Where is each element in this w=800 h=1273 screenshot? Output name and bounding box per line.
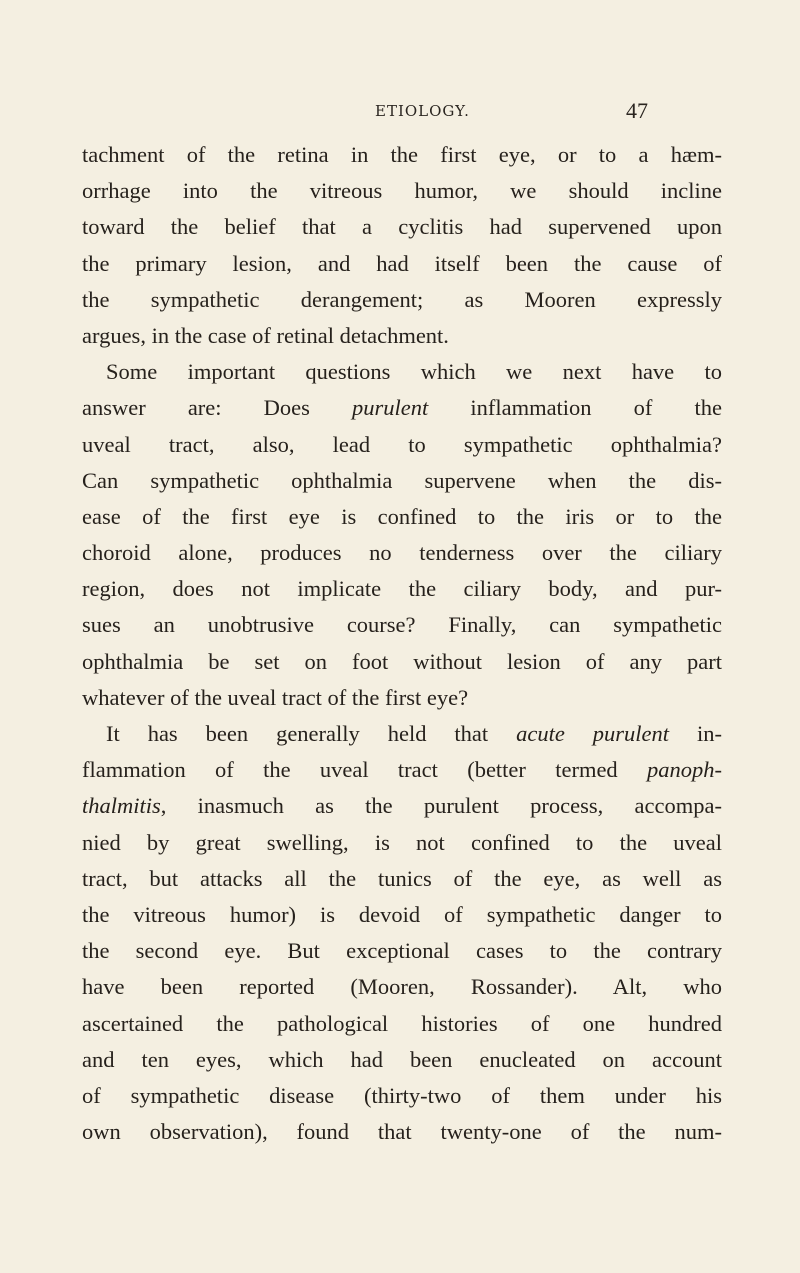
text-line: own observation), found that twenty-one of the num- [82,1119,722,1145]
text-line [82,788,722,824]
italic-term: purulent [351,395,429,421]
text-line: Can sympathetic ophthalmia supervene when the dis- [82,467,722,493]
text-line: and ten eyes, which had been enucleated on account [82,1046,722,1072]
text-span: answer are: Does [82,395,352,421]
text-span: in- [669,721,722,746]
text-span: inflammation of the [428,395,722,421]
text-line: the second eye. But exceptional cases to the contrary [82,938,722,964]
italic-term: acute purulent [516,721,670,746]
text-line [82,716,722,752]
text-line [82,390,722,426]
text-line: nied by great swelling, is not confined to the uveal [82,829,722,855]
text-line: whatever of the uveal tract of the first eye? [82,684,469,710]
page-header [0,98,800,128]
text-line: toward the belief that a cyclitis had supervened upon [82,214,722,240]
text-line: region, does not implicate the ciliary body, and pur- [82,576,722,602]
text-line: ease of the first eye is confined to the iris or to the [82,503,722,529]
text-span: , inasmuch as the purulent process, accompa- [160,793,722,819]
text-line: tachment of the retina in the first eye, or to a hæm- [82,142,722,167]
text-line [82,752,722,788]
text-line: ophthalmia be set on foot without lesion of any part [82,648,722,674]
italic-term: panoph- [647,757,722,783]
italic-term: thalmitis [82,793,161,819]
text-line: of sympathetic disease (thirty-two of them under his [82,1082,722,1108]
text-line: argues, in the case of retinal detachment. [82,322,449,348]
text-span: It has been generally held that [106,721,517,746]
text-span: flammation of the uveal tract (better termed [82,757,647,783]
text-line: choroid alone, produces no tenderness over the ciliary [82,540,722,566]
text-line: have been reported (Mooren, Rossander). Alt, who [82,974,722,1000]
text-line: sues an unobtrusive course? Finally, can sympathetic [82,612,722,638]
text-line: ascertained the pathological histories of one hundred [82,1010,722,1036]
text-line: tract, but attacks all the tunics of the eye, as well as [82,865,722,891]
text-line: the sympathetic derangement; as Mooren expressly [82,286,722,312]
body-text [82,137,722,1150]
running-head: ETIOLOGY. [375,102,470,120]
page-number: 47 [626,98,648,123]
text-line: Some important questions which we next have to [106,359,722,385]
text-line: uveal tract, also, lead to sympathetic ophthalmia? [82,431,722,457]
text-line: the vitreous humor) is devoid of sympathetic danger to [82,901,722,927]
text-line: orrhage into the vitreous humor, we should incline [82,178,722,204]
text-line: the primary lesion, and had itself been the cause of [82,250,722,276]
